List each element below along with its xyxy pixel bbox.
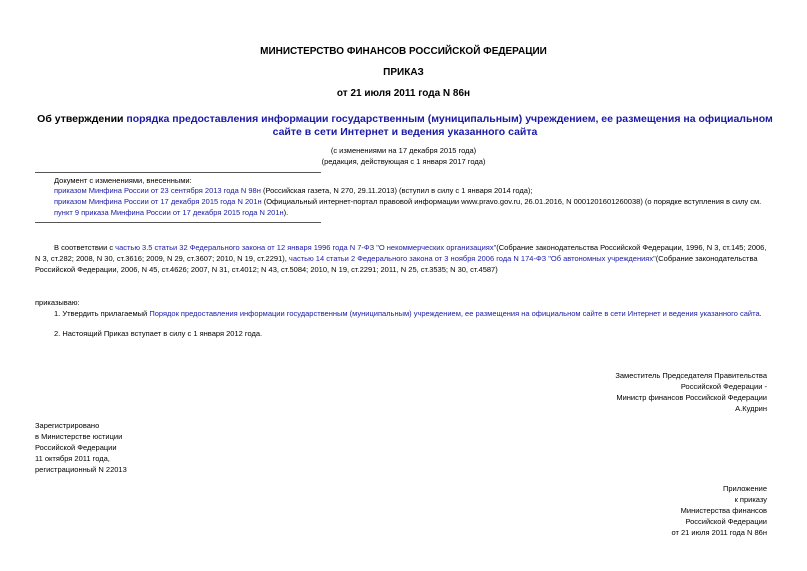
divider-bottom <box>35 222 321 223</box>
ministry-heading: МИНИСТЕРСТВО ФИНАНСОВ РОССИЙСКОЙ ФЕДЕРАЦИИ <box>260 46 547 57</box>
signer-line-3: Министр финансов Российской Федерации <box>616 393 767 402</box>
change2-link[interactable]: приказом Минфина России от 17 декабря 2015 года N 201н <box>54 197 262 206</box>
document-subject <box>35 113 775 139</box>
item1-prefix: 1. Утвердить прилагаемый <box>54 309 150 318</box>
subject-prefix: Об утверждении <box>37 113 127 125</box>
doc-type-heading: ПРИКАЗ <box>383 67 424 78</box>
registration-block <box>35 420 127 475</box>
signer-line-2: Российской Федерации - <box>680 382 767 391</box>
basis-text-1: В соответствии с <box>54 243 116 252</box>
basis-link-1[interactable]: частью 3.5 статьи 32 Федерального закона от 12 января 1996 года N 7-ФЗ "О некоммерческих организациях" <box>115 243 497 252</box>
order-item-2: 2. Настоящий Приказ вступает в силу с 1 января 2012 года. <box>54 329 263 338</box>
registration-date: 11 октября 2011 года, <box>35 454 110 463</box>
appendix-line-3: Министерства финансов <box>680 506 767 515</box>
appendix-line-4: Российской Федерации <box>685 517 767 526</box>
appendix-block <box>671 483 767 538</box>
appendix-line-1: Приложение <box>723 484 767 493</box>
registration-line-2: в Министерстве юстиции <box>35 432 123 441</box>
changes-title: Документ с изменениями, внесенными: <box>54 176 192 185</box>
registration-number: регистрационный N 22013 <box>35 465 127 474</box>
signer-line-1: Заместитель Председателя Правительства <box>615 371 767 380</box>
signer-name: А.Кудрин <box>735 404 767 413</box>
procedure-link[interactable]: Порядок предоставления информации государственным (муниципальным) учреждением, ее размещения на официальном сайте в сети Интернет и ведения указанного сайта <box>149 309 760 318</box>
change-item-1 <box>54 185 532 196</box>
appendix-line-2: к приказу <box>734 495 767 504</box>
divider-top <box>35 172 321 173</box>
order-word: приказываю: <box>35 298 80 307</box>
change1-text: (Российская газета, N 270, 29.11.2013) (вступил в силу с 1 января 2014 года); <box>260 186 533 195</box>
signature-block <box>615 370 767 414</box>
basis-link-2[interactable]: частью 14 статьи 2 Федерального закона от 3 ноября 2006 года N 174-ФЗ "Об автономных учреждениях" <box>288 254 656 263</box>
change1-link[interactable]: приказом Минфина России от 23 сентября 2013 года N 98н <box>54 186 261 195</box>
change2-text: (Официальный интернет-портал правовой информации www.pravo.gov.ru, 26.01.2016, N 0001201601260038) (о порядке вступления в силу см. <box>261 197 762 206</box>
effective-note: (редакция, действующая с 1 января 2017 года) <box>321 157 486 166</box>
item1-end: . <box>759 309 762 318</box>
date-number-heading: от 21 июля 2011 года N 86н <box>336 88 471 99</box>
change2-end: ). <box>283 208 289 217</box>
basis-text-3: (Собрание законодательства Российской Федерации, 2006, N 45, ст.4626; 2007, N 31, ст.4012; N 43, ст.5084; 2010, N 19, ст.2291; 2011, N 25, ст.3535; N 30, ст.4587) <box>35 254 758 274</box>
order-item-1 <box>54 308 774 319</box>
legal-basis-paragraph <box>35 242 771 275</box>
appendix-line-5: от 21 июля 2011 года N 86н <box>671 528 767 537</box>
change2-link-2[interactable]: пункт 9 приказа Минфина России от 17 декабря 2015 года N 201н <box>54 208 284 217</box>
registration-line-1: Зарегистрировано <box>35 421 100 430</box>
subject-link[interactable]: порядка предоставления информации государственным (муниципальным) учреждением, ее размещения на официальном сайте в сети Интернет и ведения указанного сайта <box>126 113 773 138</box>
changes-note: (с изменениями на 17 декабря 2015 года) <box>330 146 477 155</box>
change-item-2 <box>54 196 774 218</box>
registration-line-3: Российской Федерации <box>35 443 117 452</box>
basis-text-2: (Собрание законодательства Российской Федерации, 1996, N 3, ст.145; 2006, N 3, ст.282; 2008, N 30, ст.3616; 2009, N 29, ст.3607; 2010, N 19, ст.2291), <box>35 243 767 263</box>
